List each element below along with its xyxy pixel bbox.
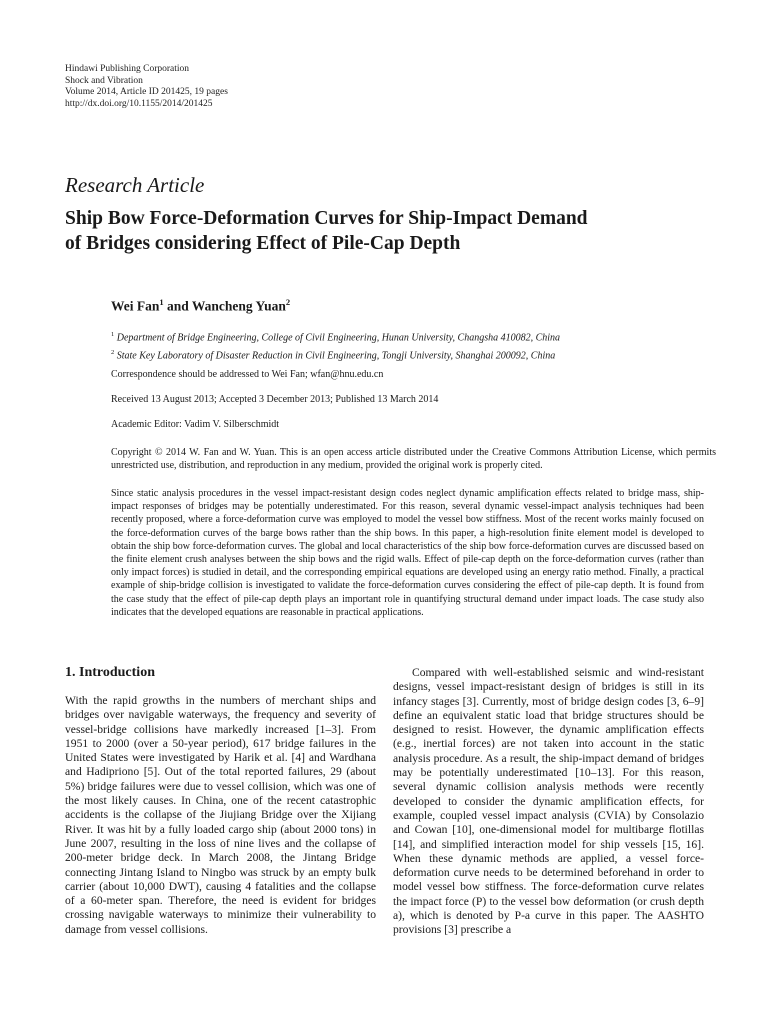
article-title: [65, 206, 725, 256]
copyright-notice: Copyright © 2014 W. Fan and W. Yuan. This is an open access article distributed under the Creative Commons Attribution License, which permits unrestricted use, distribution, and reproduction in any medium, provided the original work is properly cited.: [111, 447, 716, 471]
author-affil-sup: 1: [159, 297, 164, 307]
affil-sup: 2: [111, 349, 115, 357]
abstract: Since static analysis procedures in the vessel impact-resistant design codes neglect dynamic amplification effects related to bridge mass, ship-impact responses of bridges may be potentially underestimated. For this reason, several dynamic vessel-impact analysis techniques had been recently proposed, where a force-deformation curve was employed to model the vessel bow stiffness. Most of the recent works mainly focused on the force-deformation curves of the barge bows rather than the ship bows. In this paper, a high-resolution finite element model is developed to obtain the ship bow force-deformation curves. The global and local characteristics of the ship bow force-deformation curves are discussed based on the finite element crush analyses between the ship bows and the rigid walls. Effect of pile-cap depth on the force-deformation curves (rather than only impact forces) is studied in detail, and the corresponding empirical equations are developed using an energy ratio method. Finally, a practical example of ship-bridge collision is investigated to validate the force-deformation curves considering the effect of pile-cap depth. It is found from the case study that the effect of pile-cap depth plays an important role in quantifying structural demand under impact loads. The case study also indicates that the developed equations are reasonable in practical applications.: [111, 488, 704, 618]
article-type: Research Article: [65, 173, 205, 197]
title-line-1: Ship Bow Force-Deformation Curves for Ship-Impact Demand: [65, 208, 588, 229]
body-column-left: With the rapid growths in the numbers of merchant ships and bridges over navigable waterways, the frequency and severity of vessel-bridge collisions have markedly increased [1–3]. From 1951 to 2000 (over a 50-year period), 617 bridge failures in the United States were investigated by Harik et al. [4] and Wardhana and Hadipriono [5]. Out of the total reported failures, 29 (about 5%) bridge failures were due to vessel collision, which was one of the most likely causes. In China, one of the recent catastrophic accidents is the collapse of the Jiujiang Bridge over the Xijiang River. It was hit by a fully loaded cargo ship (about 2000 tons) in June 2007, resulting in the loss of nine lives and the collapse of 200-meter bridge deck. In March 2008, the Jintang Bridge connecting Jintang Island to Ningbo was struck by an empty bulk carrier (about 10,000 DWT), causing 4 fatalities and the collapse of a 60-meter span. Therefore, the need is evident for bridges crossing navigable waterways to minimize their vulnerability to damage from vessel collisions.: [65, 694, 376, 936]
academic-editor: Academic Editor: Vadim V. Silberschmidt: [111, 419, 280, 430]
affil-sup: 1: [111, 331, 115, 338]
volume-line: Volume 2014, Article ID 201425, 19 pages: [65, 87, 228, 98]
publication-dates: Received 13 August 2013; Accepted 3 December 2013; Published 13 March 2014: [111, 394, 439, 405]
author-affil-sup: 2: [285, 297, 291, 307]
author-name: Wei Fan: [111, 298, 160, 314]
author-connector: and: [163, 298, 192, 314]
affil-text: State Key Laboratory of Disaster Reduction in Civil Engineering, Tongji University, Shanghai 200092, China: [116, 350, 556, 362]
title-line-2: of Bridges considering Effect of Pile-Cap Depth: [65, 233, 461, 254]
journal-name: Shock and Vibration: [65, 75, 143, 86]
author-list: [111, 297, 290, 315]
doi-link[interactable]: http://dx.doi.org/10.1155/2014/201425: [65, 98, 213, 109]
correspondence: Correspondence should be addressed to Wei Fan; wfan@hnu.edu.cn: [111, 369, 384, 380]
body-column-right: Compared with well-established seismic and wind-resistant designs, vessel impact-resistant design of bridges is still in its infancy stages [3]. Currently, most of bridge design codes [3, 6–9] define an equivalent static load that bridge structures should be designed to resist. However, the dynamic amplification effects (e.g., inertial forces) are not taken into account in the static analysis procedure. As a result, the ship-impact demand of bridges may be potentially underestimated [10–13]. For this reason, several dynamic collision analysis methods were recently developed to consider the dynamic amplification effects, for example, coupled vessel impact analysis (CVIA) by Consolazio and Cowan [10], one-dimensional model for multibarge flotillas [14], and simplified interaction model for ship vessels [15, 16]. When these dynamic methods are applied, a vessel force-deformation curve needs to be determined beforehand in order to model vessel bow stiffness. The force-deformation curve relates the impact force (P) to the vessel bow deformation (or crush depth a), which is denoted by P-a curve in this paper. The AASHTO provisions [3] prescribe a: [393, 666, 704, 937]
author-name: Wancheng Yuan: [191, 298, 286, 314]
affiliation-1: [111, 327, 560, 345]
affil-text: Department of Bridge Engineering, College of Civil Engineering, Hunan University, Changsha 410082, China: [116, 332, 561, 344]
affiliation-2: [111, 345, 560, 363]
section-heading: 1. Introduction: [65, 665, 155, 680]
journal-header: [65, 64, 228, 110]
affiliations: [111, 327, 560, 364]
publisher: Hindawi Publishing Corporation: [65, 64, 190, 74]
